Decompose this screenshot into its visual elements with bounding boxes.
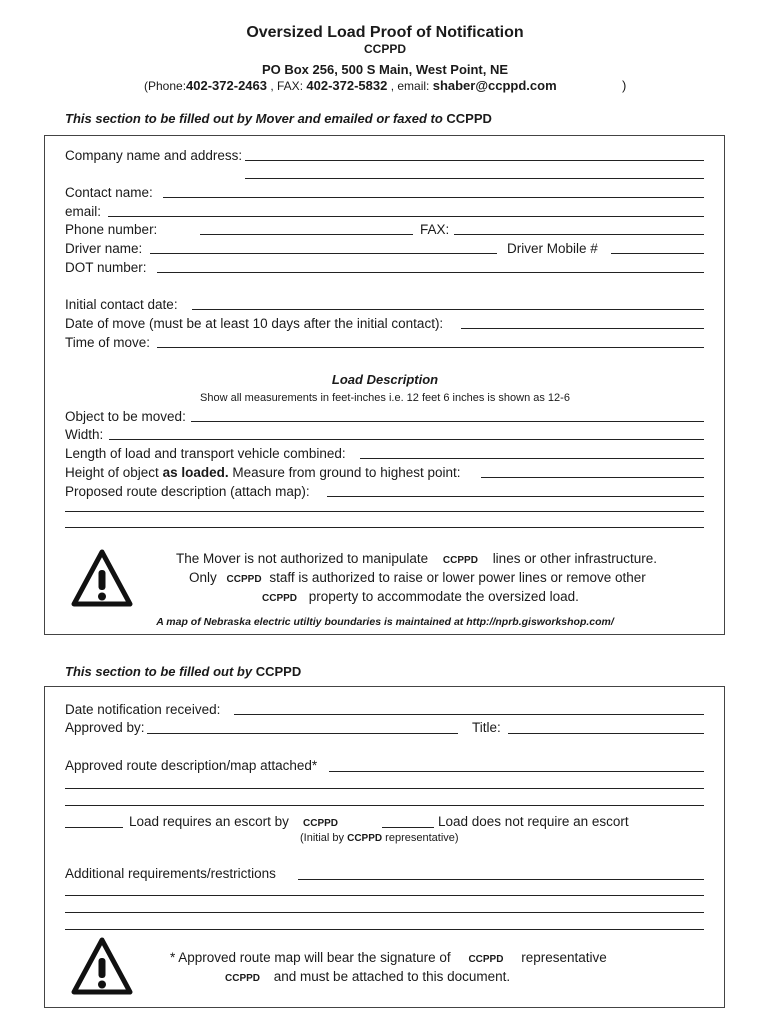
footer-l1a: * Approved route map will bear the signature of xyxy=(170,950,451,965)
close-paren: ) xyxy=(622,78,627,93)
route-attached-input-2[interactable] xyxy=(65,788,704,789)
mover-heading-text: This section to be filled out by Mover and emailed or faxed to xyxy=(65,111,443,126)
initial-contact-label: Initial contact date: xyxy=(65,297,178,312)
phone-label: (Phone: xyxy=(144,79,187,93)
header-contact xyxy=(144,78,557,93)
additional-label: Additional requirements/restrictions xyxy=(65,866,276,881)
additional-input-3[interactable] xyxy=(65,912,704,913)
email-field-label: email: xyxy=(65,204,102,219)
header-org: CCPPD xyxy=(363,42,406,56)
email-field[interactable] xyxy=(108,216,704,217)
width-input[interactable] xyxy=(109,439,704,440)
length-label: Length of load and transport vehicle combined: xyxy=(65,446,346,461)
mover-heading-org: CCPPD xyxy=(446,111,492,126)
fax-label: , FAX: xyxy=(270,79,304,93)
date-received-input[interactable] xyxy=(234,714,704,715)
driver-name-input[interactable] xyxy=(150,253,497,254)
load-description-heading: Load Description xyxy=(331,372,439,387)
warning-line-1 xyxy=(176,551,657,569)
move-date-input[interactable] xyxy=(461,328,704,329)
initial-note-org: CCPPD xyxy=(347,833,383,844)
contact-name-input[interactable] xyxy=(163,197,704,198)
initial-note xyxy=(300,830,459,847)
height-label-bold: as loaded. xyxy=(162,465,229,480)
route-attached-input[interactable] xyxy=(329,771,704,772)
driver-mobile-label: Driver Mobile # xyxy=(507,241,598,256)
move-date-label: Date of move (must be at least 10 days after the initial contact): xyxy=(65,316,444,331)
warning-l2-org: CCPPD xyxy=(226,574,262,585)
height-label xyxy=(65,465,461,481)
ccppd-heading-text: This section to be filled out by xyxy=(65,664,253,679)
footer-l2-org: CCPPD xyxy=(225,973,261,984)
route-input-3[interactable] xyxy=(65,527,704,528)
initial-note-pre: (Initial by xyxy=(300,832,345,844)
company-label: Company name and address: xyxy=(65,148,243,163)
dot-number-input[interactable] xyxy=(157,272,704,273)
route-input-2[interactable] xyxy=(65,511,704,512)
driver-name-label: Driver name: xyxy=(65,241,143,256)
height-label-post: Measure from ground to highest point: xyxy=(232,465,461,480)
warning-line-2 xyxy=(189,570,646,588)
height-label-pre: Height of object xyxy=(65,465,159,480)
route-attached-input-3[interactable] xyxy=(65,805,704,806)
approved-by-label: Approved by: xyxy=(65,720,145,735)
move-time-input[interactable] xyxy=(157,347,704,348)
footer-warning-line-1 xyxy=(170,950,607,968)
width-label: Width: xyxy=(65,427,104,442)
warning-l1b: lines or other infrastructure. xyxy=(492,551,658,566)
object-label: Object to be moved: xyxy=(65,409,186,424)
footer-l2b: and must be attached to this document. xyxy=(273,969,511,984)
initial-contact-input[interactable] xyxy=(192,309,704,310)
warning-l1-org: CCPPD xyxy=(442,555,478,566)
dot-number-label: DOT number: xyxy=(65,260,147,275)
route-input[interactable] xyxy=(327,496,704,497)
map-note: A map of Nebraska electric utiltiy boundaries is maintained at http://nprb.gisworkshop.com/ xyxy=(156,616,614,628)
route-label: Proposed route description (attach map): xyxy=(65,484,310,499)
ccppd-section-heading xyxy=(65,664,301,679)
route-attached-label: Approved route description/map attached* xyxy=(65,758,318,773)
warning-l2a: Only xyxy=(189,570,217,585)
approved-by-input[interactable] xyxy=(147,733,458,734)
warning-triangle-icon xyxy=(70,936,134,996)
header-address: PO Box 256, 500 S Main, West Point, NE xyxy=(261,62,509,77)
warning-triangle-icon xyxy=(70,548,134,608)
date-received-label: Date notification received: xyxy=(65,702,221,717)
phone-input[interactable] xyxy=(200,234,413,235)
contact-name-label: Contact name: xyxy=(65,185,153,200)
escort-not-required-label: Load does not require an escort xyxy=(438,814,629,829)
move-time-label: Time of move: xyxy=(65,335,151,350)
warning-l2b: staff is authorized to raise or lower power lines or remove other xyxy=(269,570,646,585)
warning-l1a: The Mover is not authorized to manipulate xyxy=(176,551,429,566)
object-input[interactable] xyxy=(191,421,704,422)
email-value: shaber@ccppd.com xyxy=(432,78,557,93)
escort-not-required-initial[interactable] xyxy=(382,827,434,828)
phone-value: 402-372-2463 xyxy=(186,78,267,93)
company-input-2[interactable] xyxy=(245,178,704,179)
additional-input[interactable] xyxy=(298,879,704,880)
escort-required-initial[interactable] xyxy=(65,827,123,828)
ccppd-heading-org: CCPPD xyxy=(255,664,302,679)
phone-label: Phone number: xyxy=(65,222,158,237)
length-input[interactable] xyxy=(360,458,704,459)
fax-field-label: FAX: xyxy=(420,222,450,237)
footer-warning-line-2 xyxy=(225,969,510,987)
additional-input-4[interactable] xyxy=(65,929,704,930)
initial-note-post: representative) xyxy=(385,832,459,844)
warning-l3-org: CCPPD xyxy=(262,593,298,604)
mover-section-heading xyxy=(65,111,492,126)
escort-required-label: Load requires an escort by xyxy=(129,814,289,829)
title-label: Title: xyxy=(472,720,501,735)
footer-l1b: representative xyxy=(521,950,607,965)
form-title: Oversized Load Proof of Notification xyxy=(246,24,524,41)
escort-org: CCPPD xyxy=(303,818,339,829)
company-input[interactable] xyxy=(245,160,704,161)
additional-input-2[interactable] xyxy=(65,895,704,896)
driver-mobile-input[interactable] xyxy=(611,253,704,254)
footer-l1-org: CCPPD xyxy=(468,954,504,965)
measurement-note: Show all measurements in feet-inches i.e. 12 feet 6 inches is shown as 12-6 xyxy=(200,392,570,404)
email-label: , email: xyxy=(390,79,430,93)
fax-value: 402-372-5832 xyxy=(306,78,388,93)
title-input[interactable] xyxy=(508,733,704,734)
warning-l3b: property to accommodate the oversized load. xyxy=(308,589,579,604)
warning-line-3 xyxy=(262,589,579,607)
height-input[interactable] xyxy=(481,477,704,478)
fax-input[interactable] xyxy=(454,234,704,235)
